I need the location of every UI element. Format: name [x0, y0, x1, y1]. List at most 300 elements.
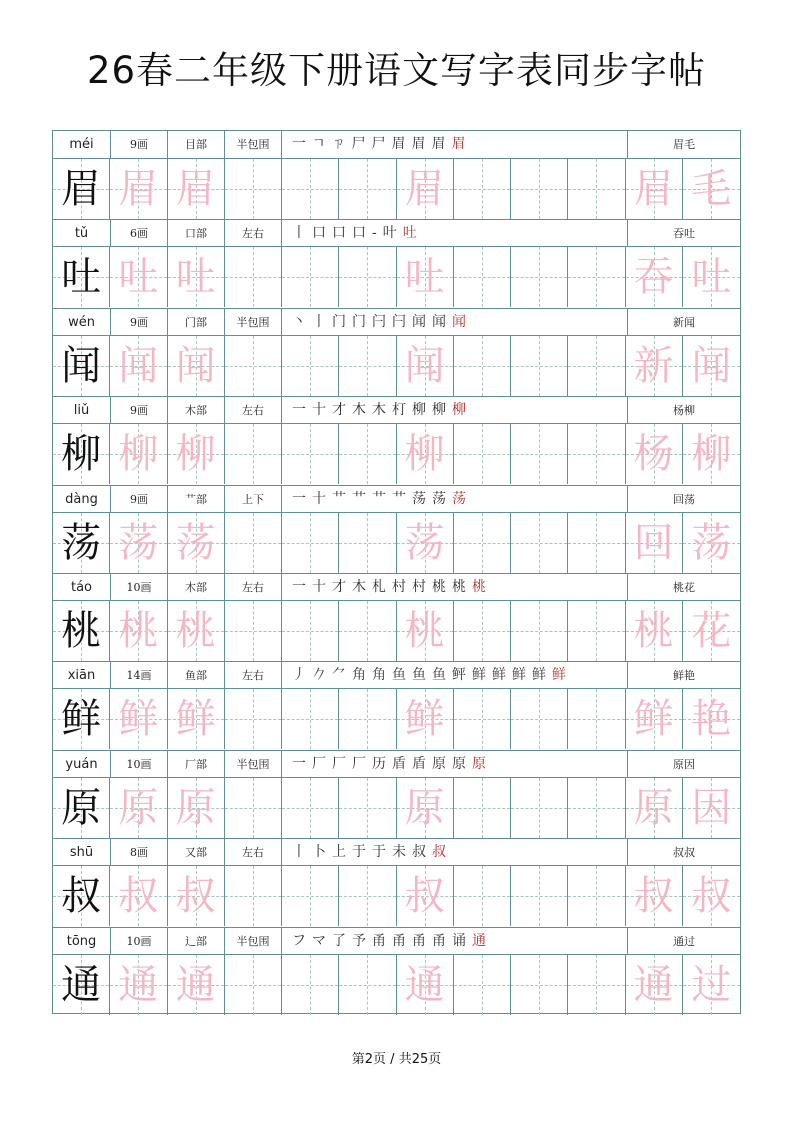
trace-character: 鲜 — [118, 696, 159, 743]
practice-cell — [339, 424, 396, 484]
stroke-step: 柳 — [432, 402, 452, 419]
stroke-step: 门 — [352, 313, 372, 330]
stroke-step: 一 — [292, 578, 312, 595]
practice-cell — [282, 424, 339, 484]
practice-cell — [339, 513, 396, 573]
example-word-cell: 桃花 — [673, 580, 695, 594]
page-footer — [0, 1048, 793, 1067]
practice-cell — [511, 689, 568, 749]
practice-cell — [225, 601, 282, 661]
practice-cell — [683, 601, 740, 661]
practice-cell — [110, 159, 167, 219]
stroke-step: 原 — [472, 755, 492, 772]
trace-character: 桃 — [404, 607, 445, 654]
char-entry — [53, 308, 740, 396]
practice-cell — [568, 689, 625, 749]
stroke-step: 丶 — [292, 313, 312, 330]
stroke-step: 叶 — [382, 225, 403, 242]
practice-cell — [397, 866, 454, 926]
stroke-step: 丿 — [292, 667, 312, 684]
practice-cell — [225, 866, 282, 926]
practice-cell — [397, 159, 454, 219]
practice-cell — [53, 955, 110, 1015]
pinyin-cell: shū — [53, 839, 111, 866]
stroke-step: 荡 — [452, 490, 472, 507]
stroke-step: 一 — [292, 755, 312, 772]
practice-cell — [225, 778, 282, 838]
pinyin-cell: xiān — [53, 662, 111, 689]
stroke-step: 了 — [332, 932, 352, 949]
structure-cell: 半包围 — [225, 131, 282, 158]
practice-cell — [168, 159, 225, 219]
page-separator: / — [390, 1052, 395, 1067]
example-word-cell: 新闻 — [673, 315, 695, 329]
stroke-step: 诵 — [452, 932, 472, 949]
stroke-step: 一 — [292, 402, 312, 419]
char-entry — [53, 750, 740, 838]
practice-cell — [568, 336, 625, 396]
model-character: 闻 — [61, 342, 102, 389]
stroke-step: 原 — [452, 755, 472, 772]
trace-character: 通 — [118, 961, 159, 1008]
stroke-count-cell: 9画 — [111, 486, 168, 513]
stroke-step: ⺈ — [332, 667, 352, 684]
practice-cell — [225, 689, 282, 749]
trace-word-character: 桃 — [633, 607, 674, 654]
practice-cell — [454, 689, 511, 749]
practice-grid-row — [53, 778, 740, 838]
practice-cell — [454, 424, 511, 484]
trace-character: 原 — [404, 784, 445, 831]
practice-cell — [53, 689, 110, 749]
radical-cell: 厂部 — [168, 751, 225, 778]
info-row — [53, 485, 740, 513]
trace-character: 吐 — [118, 254, 159, 301]
stroke-count-cell: 9画 — [111, 309, 168, 336]
practice-cell — [53, 424, 110, 484]
trace-character: 柳 — [118, 431, 159, 478]
practice-cell — [168, 247, 225, 307]
practice-cell — [53, 601, 110, 661]
info-row — [53, 219, 740, 247]
stroke-step: 眉 — [391, 136, 412, 152]
trace-word-character: 鲜 — [633, 696, 674, 743]
trace-word-character: 叔 — [691, 873, 732, 920]
stroke-step: 荡 — [432, 490, 452, 507]
stroke-step: 甬 — [412, 932, 432, 949]
practice-cell — [168, 424, 225, 484]
trace-character: 鲜 — [175, 696, 216, 743]
stroke-order-cell — [282, 486, 628, 513]
practice-cell — [53, 336, 110, 396]
stroke-step: 鲜 — [512, 667, 532, 684]
char-entry — [53, 219, 740, 307]
stroke-step: 角 — [352, 667, 372, 684]
trace-character: 柳 — [404, 431, 445, 478]
stroke-step: 鲜 — [552, 667, 572, 684]
trace-character: 柳 — [175, 431, 216, 478]
char-entry — [53, 927, 740, 1015]
practice-cell — [568, 513, 625, 573]
trace-word-character: 杨 — [633, 431, 674, 478]
trace-character: 眉 — [404, 166, 445, 212]
stroke-step: 荡 — [412, 490, 432, 507]
radical-cell: 鱼部 — [168, 662, 225, 689]
practice-cell — [282, 513, 339, 573]
stroke-step: 卜 — [312, 844, 332, 861]
practice-cell — [282, 159, 339, 219]
practice-cell — [454, 601, 511, 661]
practice-cell — [683, 159, 740, 219]
trace-word-character: 毛 — [691, 166, 732, 212]
pinyin-cell: liǔ — [53, 397, 111, 424]
stroke-step: 予 — [352, 932, 372, 949]
stroke-step: 鲜 — [492, 667, 512, 684]
example-word-cell: 叔叔 — [673, 846, 695, 860]
practice-cell — [397, 424, 454, 484]
practice-cell — [511, 778, 568, 838]
practice-grid-row — [53, 955, 740, 1015]
practice-cell — [397, 778, 454, 838]
stroke-step: 甬 — [372, 932, 392, 949]
trace-character: 荡 — [118, 519, 159, 566]
practice-cell — [683, 689, 740, 749]
radical-cell: 辶部 — [168, 928, 225, 955]
stroke-order-cell — [282, 928, 628, 955]
practice-cell — [683, 247, 740, 307]
radical-cell: 又部 — [168, 839, 225, 866]
practice-cell — [339, 247, 396, 307]
stroke-step: 鱼 — [432, 667, 452, 684]
stroke-order-cell — [282, 751, 628, 778]
practice-cell — [282, 955, 339, 1015]
pinyin-cell: táo — [53, 574, 111, 601]
stroke-step: 柳 — [452, 402, 472, 419]
stroke-step: 通 — [472, 932, 492, 949]
practice-cell — [282, 778, 339, 838]
radical-cell: 门部 — [168, 309, 225, 336]
stroke-step: 闩 — [392, 313, 412, 330]
practice-cell — [339, 159, 396, 219]
practice-cell — [225, 955, 282, 1015]
structure-cell: 左右 — [225, 662, 282, 689]
pinyin-cell: yuán — [53, 751, 111, 778]
trace-word-character: 吐 — [691, 254, 732, 301]
stroke-count-cell: 10画 — [111, 574, 168, 601]
page-title: 26春二年级下册语文写字表同步字帖 — [86, 49, 707, 92]
practice-cell — [511, 866, 568, 926]
practice-cell — [282, 247, 339, 307]
trace-word-character: 叔 — [633, 873, 674, 920]
example-word-cell: 原因 — [673, 757, 695, 771]
radical-cell: 目部 — [168, 131, 225, 158]
practice-cell — [454, 866, 511, 926]
radical-cell: 木部 — [168, 397, 225, 424]
practice-cell — [168, 955, 225, 1015]
trace-character: 闻 — [118, 342, 159, 389]
char-entry — [53, 838, 740, 926]
practice-cell — [225, 513, 282, 573]
practice-grid-row — [53, 159, 740, 219]
stroke-order-cell — [282, 397, 628, 424]
char-entry — [53, 396, 740, 484]
practice-cell — [282, 601, 339, 661]
stroke-order-cell — [282, 220, 628, 247]
stroke-step: 甬 — [432, 932, 452, 949]
model-character: 荡 — [61, 519, 102, 566]
info-row — [53, 308, 740, 336]
stroke-step: 十 — [312, 490, 332, 507]
stroke-step: 鱼 — [412, 667, 432, 684]
stroke-step: 闩 — [372, 313, 392, 330]
practice-cell — [683, 513, 740, 573]
pinyin-cell: wén — [53, 309, 111, 336]
practice-cell — [626, 513, 683, 573]
info-row — [53, 396, 740, 424]
practice-cell — [282, 336, 339, 396]
practice-cell — [110, 336, 167, 396]
practice-cell — [454, 159, 511, 219]
practice-cell — [511, 513, 568, 573]
practice-cell — [568, 159, 625, 219]
char-entry — [53, 661, 740, 749]
stroke-step: 桃 — [452, 578, 472, 595]
stroke-step: 口- — [352, 225, 383, 242]
practice-cell — [626, 955, 683, 1015]
structure-cell: 半包围 — [225, 928, 282, 955]
practice-cell — [110, 955, 167, 1015]
structure-cell: 半包围 — [225, 751, 282, 778]
stroke-step: 口 — [332, 225, 352, 242]
practice-cell — [397, 689, 454, 749]
stroke-step: 鲜 — [472, 667, 492, 684]
stroke-step: フ — [292, 932, 312, 949]
trace-word-character: 花 — [691, 607, 732, 654]
stroke-step: 眉 — [451, 136, 472, 152]
stroke-count-cell: 6画 — [111, 220, 168, 247]
trace-word-character: 新 — [633, 342, 674, 389]
practice-cell — [683, 336, 740, 396]
info-row — [53, 927, 740, 955]
stroke-step: ㄱ — [312, 136, 332, 152]
stroke-step: 甬 — [392, 932, 412, 949]
stroke-step: 门 — [332, 313, 352, 330]
stroke-step: マ — [312, 932, 332, 949]
practice-cell — [568, 955, 625, 1015]
stroke-step: 厂 — [352, 755, 372, 772]
practice-cell — [339, 689, 396, 749]
practice-sheet — [52, 130, 741, 1014]
stroke-step: 厂 — [312, 755, 332, 772]
practice-cell — [168, 601, 225, 661]
trace-word-character: 过 — [691, 961, 732, 1008]
stroke-step: 上 — [332, 844, 352, 861]
trace-character: 鲜 — [404, 696, 445, 743]
stroke-step: 角 — [372, 667, 392, 684]
model-character: 原 — [61, 784, 102, 831]
practice-cell — [397, 336, 454, 396]
trace-character: 叔 — [404, 873, 445, 920]
practice-cell — [626, 601, 683, 661]
stroke-step: 𠂊 — [312, 667, 332, 684]
info-row — [53, 750, 740, 778]
structure-cell: 上下 — [225, 486, 282, 513]
pinyin-cell: dàng — [53, 486, 111, 513]
stroke-step: 丨 — [312, 313, 332, 330]
trace-character: 荡 — [404, 519, 445, 566]
trace-word-character: 荡 — [691, 519, 732, 566]
char-entry — [53, 485, 740, 573]
practice-cell — [168, 513, 225, 573]
model-character: 眉 — [61, 166, 102, 212]
stroke-step: 丨 — [292, 844, 312, 861]
stroke-order-cell — [282, 131, 628, 158]
page-total: 共25页 — [398, 1052, 442, 1067]
trace-character: 原 — [118, 784, 159, 831]
practice-cell — [568, 601, 625, 661]
model-character: 桃 — [61, 607, 102, 654]
trace-word-character: 闻 — [691, 342, 732, 389]
trace-character: 原 — [175, 784, 216, 831]
practice-cell — [225, 424, 282, 484]
practice-cell — [397, 955, 454, 1015]
practice-cell — [339, 336, 396, 396]
trace-character: 叔 — [175, 873, 216, 920]
practice-grid-row — [53, 866, 740, 926]
practice-cell — [454, 955, 511, 1015]
practice-grid-row — [53, 689, 740, 749]
info-row — [53, 838, 740, 866]
stroke-step: 眉 — [431, 136, 452, 152]
stroke-step: 柳 — [412, 402, 432, 419]
trace-character: 吐 — [175, 254, 216, 301]
stroke-step: 桃 — [432, 578, 452, 595]
structure-cell: 左右 — [225, 220, 282, 247]
practice-cell — [53, 866, 110, 926]
example-word-cell: 回荡 — [673, 492, 695, 506]
stroke-count-cell: 9画 — [111, 397, 168, 424]
practice-cell — [168, 689, 225, 749]
stroke-step: 闻 — [452, 313, 472, 330]
stroke-step: 历 — [372, 755, 392, 772]
trace-character: 通 — [404, 961, 445, 1008]
practice-cell — [626, 424, 683, 484]
practice-cell — [454, 336, 511, 396]
practice-cell — [568, 778, 625, 838]
practice-cell — [168, 778, 225, 838]
practice-cell — [683, 778, 740, 838]
practice-cell — [568, 247, 625, 307]
trace-word-character: 通 — [633, 961, 674, 1008]
practice-cell — [626, 866, 683, 926]
stroke-step: 闻 — [432, 313, 452, 330]
stroke-order-cell — [282, 662, 628, 689]
stroke-step: 口 — [312, 225, 332, 242]
trace-word-character: 眉 — [633, 166, 674, 212]
stroke-order-cell — [282, 839, 628, 866]
practice-cell — [511, 955, 568, 1015]
stroke-step: 桃 — [472, 578, 492, 595]
stroke-step: 一 — [292, 136, 312, 152]
practice-cell — [626, 159, 683, 219]
practice-cell — [110, 513, 167, 573]
practice-cell — [339, 778, 396, 838]
radical-cell: 口部 — [168, 220, 225, 247]
practice-cell — [110, 778, 167, 838]
stroke-step: 艹 — [372, 490, 392, 507]
stroke-step: 木 — [372, 402, 392, 419]
stroke-step: 艹 — [332, 490, 352, 507]
practice-cell — [339, 601, 396, 661]
trace-character: 眉 — [118, 166, 159, 212]
stroke-step: 村 — [412, 578, 432, 595]
practice-cell — [168, 336, 225, 396]
stroke-step: 盾 — [392, 755, 412, 772]
stroke-step: 闻 — [412, 313, 432, 330]
model-character: 柳 — [61, 431, 102, 478]
stroke-step: 于 — [352, 844, 372, 861]
practice-cell — [53, 513, 110, 573]
practice-cell — [568, 866, 625, 926]
practice-cell — [511, 247, 568, 307]
example-word-cell: 眉毛 — [673, 138, 695, 151]
practice-cell — [110, 424, 167, 484]
practice-cell — [626, 336, 683, 396]
practice-grid-row — [53, 424, 740, 484]
practice-cell — [53, 778, 110, 838]
stroke-step: 札 — [372, 578, 392, 595]
radical-cell: 艹部 — [168, 486, 225, 513]
trace-character: 吐 — [404, 254, 445, 301]
example-word-cell: 吞吐 — [673, 227, 695, 241]
stroke-order-cell — [282, 309, 628, 336]
practice-cell — [282, 689, 339, 749]
info-row — [53, 661, 740, 689]
stroke-step: 鲆 — [452, 667, 472, 684]
example-word-cell: 通过 — [673, 934, 695, 948]
practice-cell — [168, 866, 225, 926]
practice-cell — [397, 513, 454, 573]
stroke-step: 鲜 — [532, 667, 552, 684]
stroke-step: 吐 — [402, 225, 423, 242]
stroke-step: 十 — [312, 578, 332, 595]
structure-cell: 左右 — [225, 397, 282, 424]
practice-cell — [568, 424, 625, 484]
stroke-step: 叔 — [432, 844, 452, 861]
practice-cell — [339, 866, 396, 926]
trace-word-character: 因 — [691, 784, 732, 831]
stroke-count-cell: 10画 — [111, 751, 168, 778]
model-character: 吐 — [61, 254, 102, 301]
char-entry — [53, 131, 740, 219]
pinyin-cell: tǔ — [53, 220, 111, 247]
stroke-step: 原 — [432, 755, 452, 772]
trace-character: 通 — [175, 961, 216, 1008]
practice-cell — [511, 336, 568, 396]
pinyin-cell: méi — [53, 131, 111, 158]
trace-character: 荡 — [175, 519, 216, 566]
practice-cell — [454, 778, 511, 838]
practice-cell — [511, 424, 568, 484]
example-word-cell: 杨柳 — [673, 404, 695, 418]
stroke-step: 村 — [392, 578, 412, 595]
structure-cell: 半包围 — [225, 309, 282, 336]
practice-cell — [683, 424, 740, 484]
info-row — [53, 131, 740, 159]
trace-character: 叔 — [118, 873, 159, 920]
stroke-step: 尸 — [351, 136, 372, 152]
stroke-step: 眉 — [411, 136, 432, 152]
